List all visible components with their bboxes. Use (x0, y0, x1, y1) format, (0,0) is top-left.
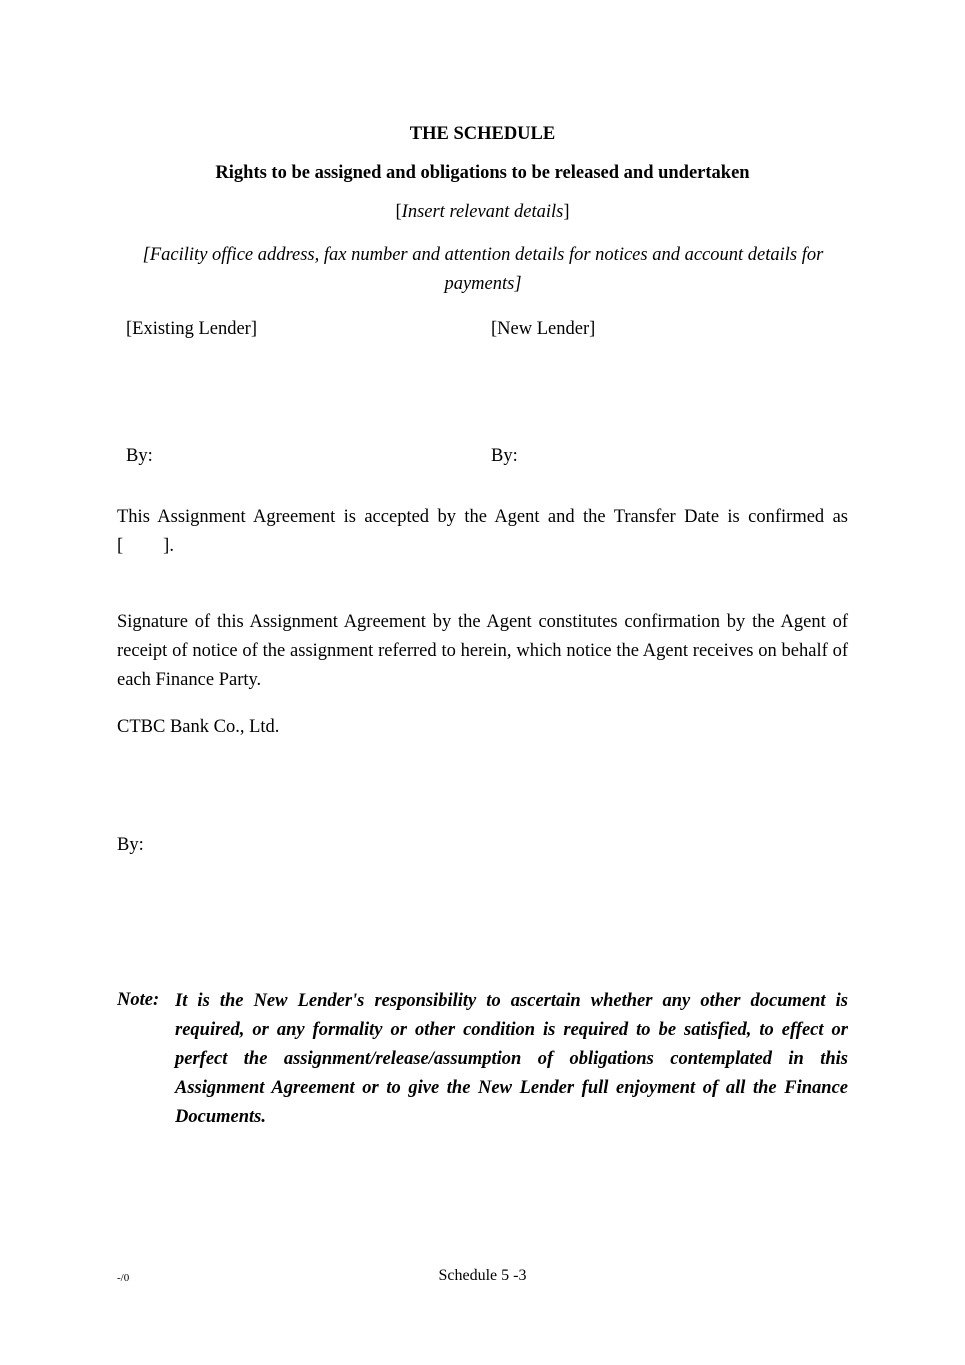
footer-code: -/0 (117, 1272, 130, 1284)
transfer-date-blank (117, 532, 848, 561)
insert-details-placeholder (0, 202, 965, 223)
schedule-subtitle: Rights to be assigned and obligations to be released and undertaken (215, 163, 750, 183)
existing-lender-label: [Existing Lender] (126, 319, 257, 339)
transfer-date-close-bracket: ]. (163, 536, 174, 556)
note-text: It is the New Lender's responsibility to ascertain whether any other document is required, or any formality or other condition is required to be satisfied, to effect or perfect the assignment/release/assumption of obligations contemplated in this Assignment Agreement or to give the New Lender full enjoyment of all the Finance Documents. (175, 991, 848, 1127)
insert-open-bracket: [ (395, 202, 402, 222)
insert-close-bracket: ] (563, 202, 570, 222)
facility-details-placeholder: [Facility office address, fax number and attention details for notices and account details for payments] (142, 245, 824, 294)
new-lender-by-label: By: (491, 446, 518, 466)
acceptance-text: This Assignment Agreement is accepted by the Agent and the Transfer Date is confirmed as (117, 507, 848, 527)
page-number: Schedule 5 -3 (438, 1267, 527, 1284)
insert-details-text: Insert relevant details (401, 202, 564, 222)
schedule-title: THE SCHEDULE (409, 124, 556, 144)
existing-lender-by-label: By: (126, 446, 153, 466)
signature-paragraph: Signature of this Assignment Agreement by the Agent constitutes confirmation by the Agent of receipt of notice of the assignment referred to herein, which notice the Agent receives on behalf of each Finance Party. (117, 612, 848, 690)
acceptance-paragraph (117, 503, 848, 561)
agent-name: CTBC Bank Co., Ltd. (117, 717, 280, 737)
agent-by-label: By: (117, 835, 144, 855)
note-label: Note: (117, 990, 160, 1010)
new-lender-label: [New Lender] (491, 319, 596, 339)
transfer-date-open-bracket: [ (117, 536, 124, 556)
